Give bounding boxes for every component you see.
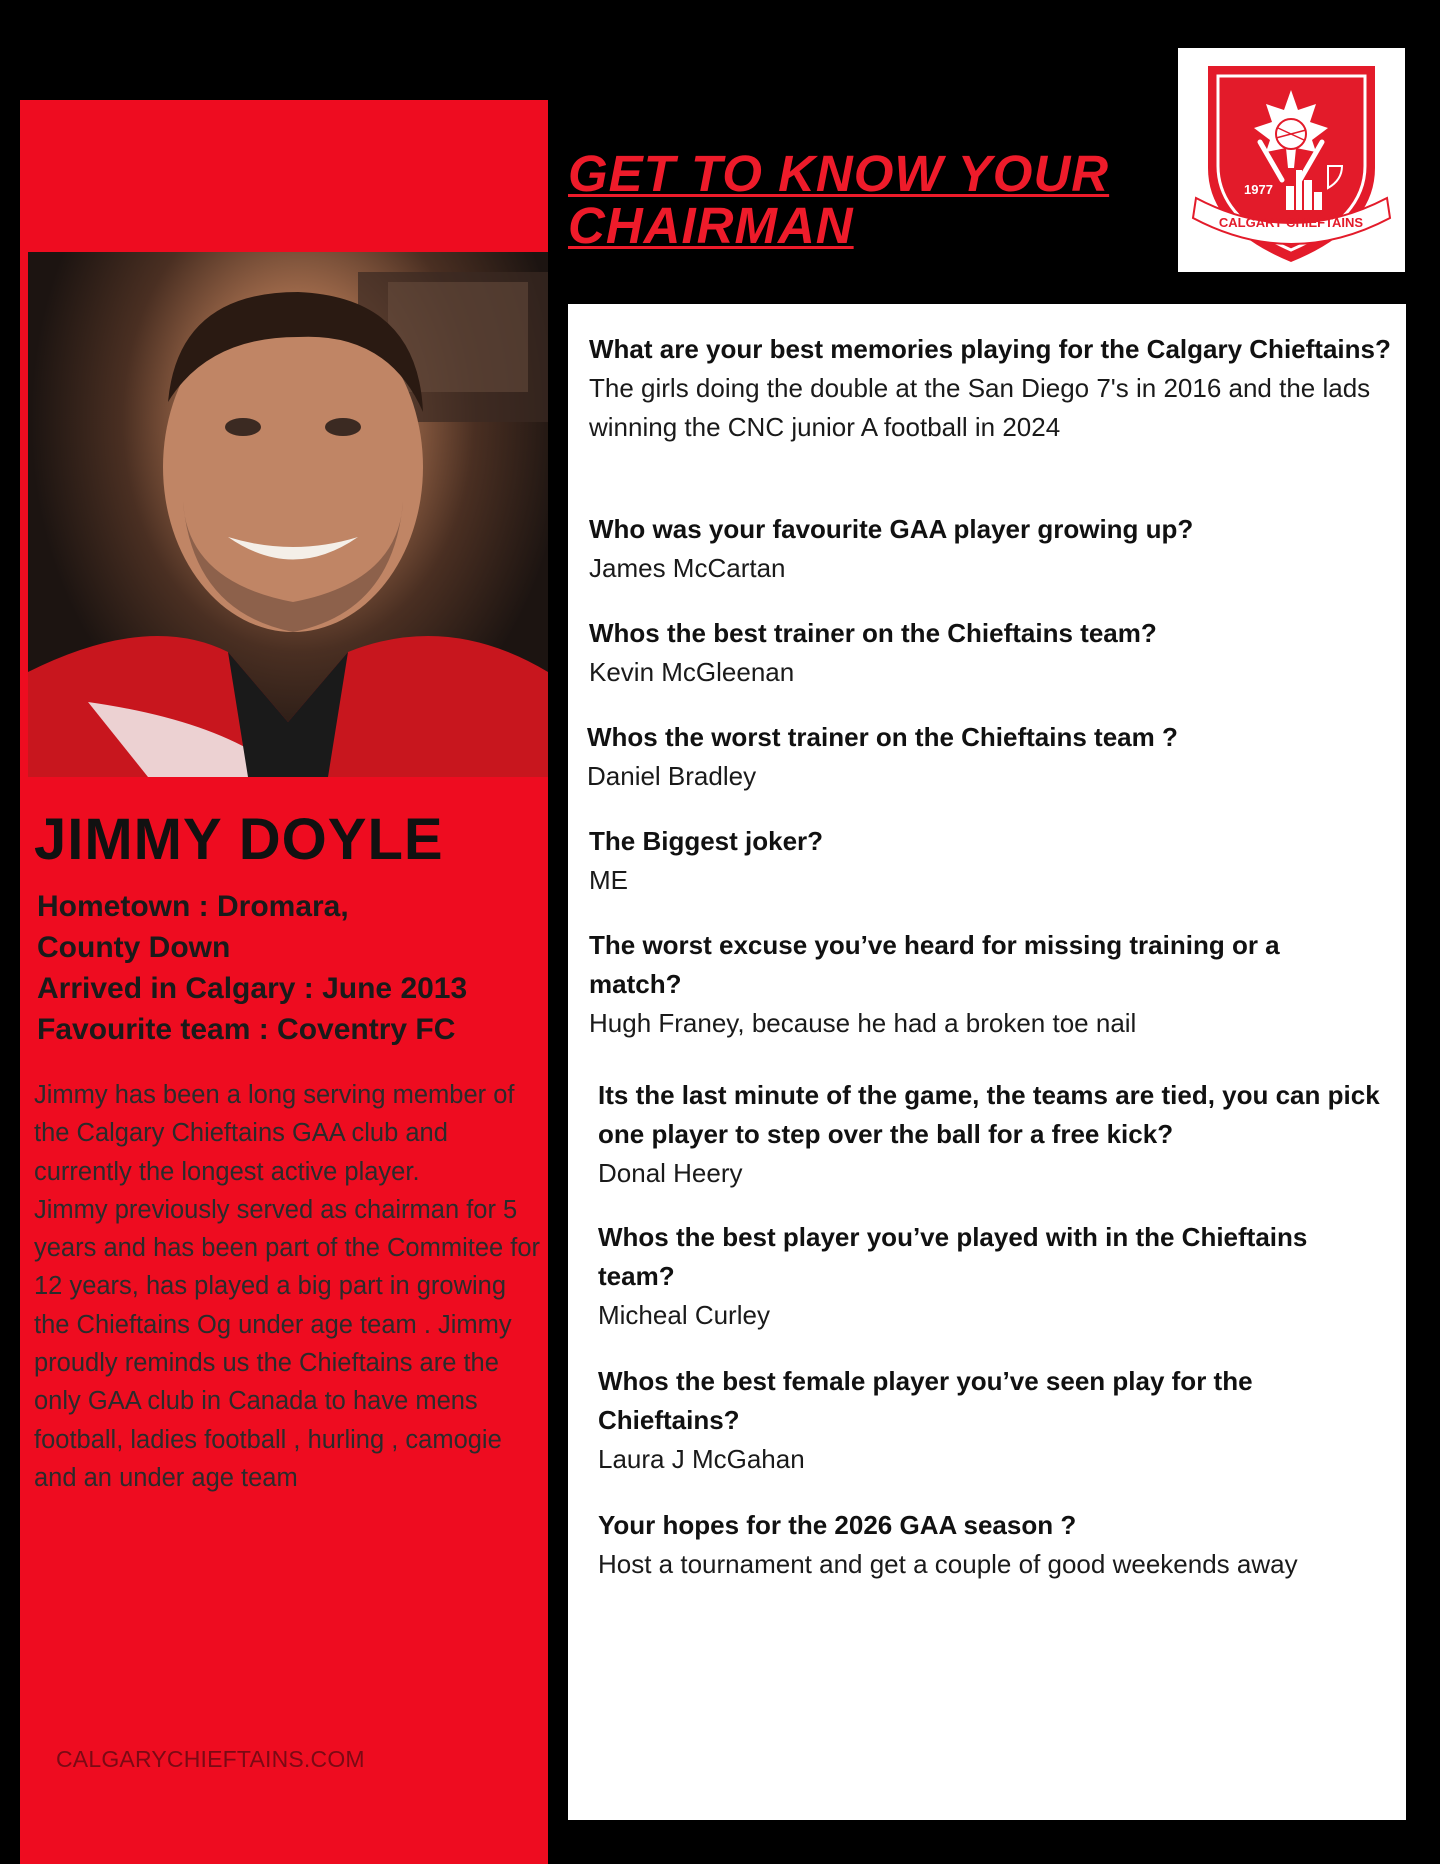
answer: Host a tournament and get a couple of good weekends away xyxy=(598,1549,1298,1579)
detail-hometown: Hometown : Dromara, xyxy=(37,890,349,923)
qa-panel xyxy=(568,304,1406,1820)
answer: ME xyxy=(589,865,628,895)
page-title: GET TO KNOW YOUR CHAIRMAN xyxy=(568,145,1110,254)
qa-item xyxy=(589,926,1369,1043)
answer: Laura J McGahan xyxy=(598,1444,805,1474)
bio xyxy=(34,1076,542,1497)
qa-item xyxy=(589,330,1399,447)
question: The Biggest joker? xyxy=(589,826,824,856)
bio-paragraph: Jimmy has been a long serving member of the Calgary Chieftains GAA club and currently the longest active player. xyxy=(34,1081,515,1186)
question: Whos the best female player you’ve seen play for the Chieftains? xyxy=(598,1366,1253,1435)
qa-item xyxy=(598,1218,1388,1335)
detail-favourite-team: Favourite team : Coventry FC xyxy=(37,1013,456,1046)
chairman-photo xyxy=(28,252,548,777)
question: Whos the best trainer on the Chieftains team? xyxy=(589,618,1157,648)
website-link[interactable]: CALGARYCHIEFTAINS.COM xyxy=(56,1746,365,1772)
question: Whos the best player you’ve played with in the Chieftains team? xyxy=(598,1222,1308,1291)
qa-item xyxy=(589,614,1399,692)
answer: Donal Heery xyxy=(598,1158,743,1188)
question: What are your best memories playing for the Calgary Chieftains? xyxy=(589,334,1391,364)
detail-arrived: Arrived in Calgary : June 2013 xyxy=(37,972,468,1005)
qa-item xyxy=(587,718,1397,796)
profile-details xyxy=(37,886,537,1050)
question: Whos the worst trainer on the Chieftains team ? xyxy=(587,722,1178,752)
qa-item xyxy=(589,822,1399,900)
answer: Hugh Franey, because he had a broken toe nail xyxy=(589,1008,1137,1038)
question: Its the last minute of the game, the teams are tied, you can pick one player to step over the ball for a free kick? xyxy=(598,1080,1380,1149)
qa-item xyxy=(598,1076,1398,1193)
qa-item xyxy=(598,1506,1408,1584)
logo-club-name: CALGARY CHIEFTAINS xyxy=(1218,215,1364,230)
qa-item xyxy=(589,510,1399,588)
answer: The girls doing the double at the San Diego 7's in 2016 and the lads winning the CNC junior A football in 2024 xyxy=(589,373,1371,442)
answer: Micheal Curley xyxy=(598,1300,770,1330)
club-logo xyxy=(1178,48,1405,272)
question: Who was your favourite GAA player growing up? xyxy=(589,514,1194,544)
chairman-name: JIMMY DOYLE xyxy=(34,807,444,872)
bio-paragraph: Jimmy previously served as chairman for 5 years and has been part of the Commitee for 12 years, has played a big part in growing the Chieftains Og under age team . Jimmy proudly reminds us the Chieftains are the only GAA club in Canada to have mens football, ladies football , hurling , camogie and an under age team xyxy=(34,1195,541,1492)
detail-county: County Down xyxy=(37,931,231,964)
qa-item xyxy=(598,1362,1358,1479)
logo-year: 1977 xyxy=(1244,182,1273,197)
answer: Kevin McGleenan xyxy=(589,657,795,687)
question: The worst excuse you’ve heard for missing training or a match? xyxy=(589,930,1280,999)
answer: Daniel Bradley xyxy=(587,761,757,791)
answer: James McCartan xyxy=(589,553,786,583)
question: Your hopes for the 2026 GAA season ? xyxy=(598,1510,1077,1540)
